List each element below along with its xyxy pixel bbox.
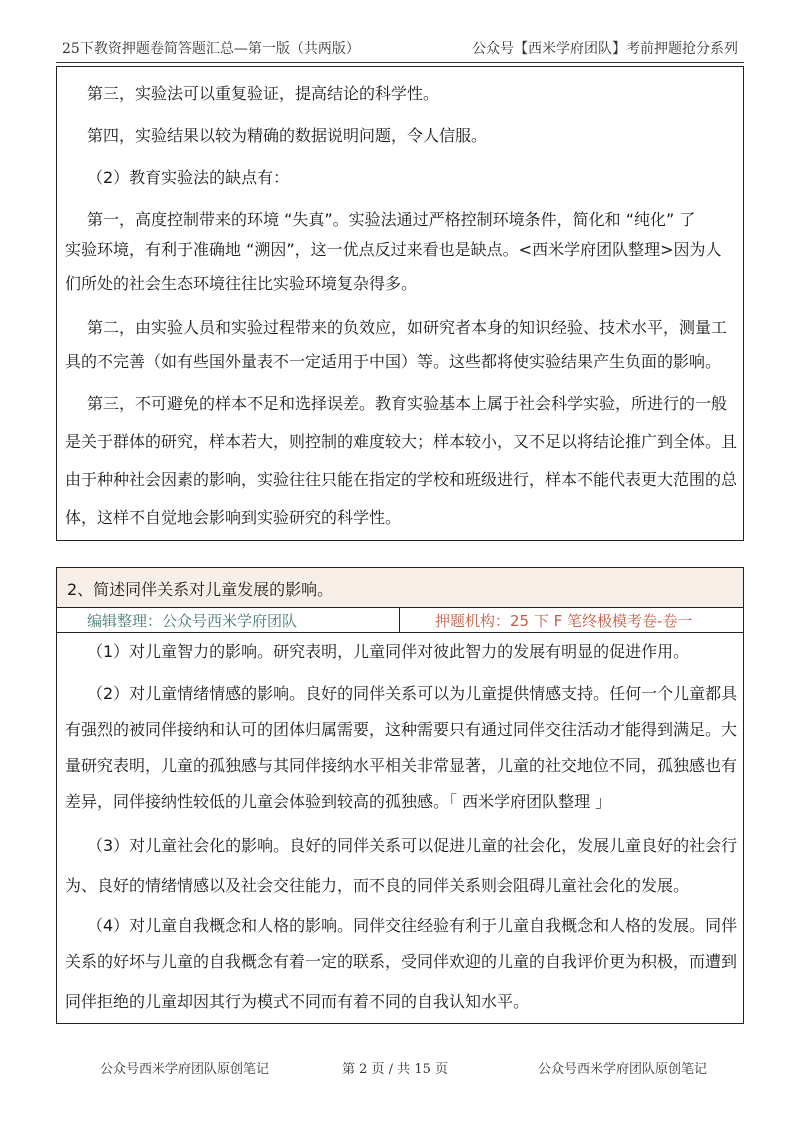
page-number: 第 2 页 / 共 15 页 [342,1062,448,1077]
answer-box-1 [56,66,744,541]
meta-row [57,608,743,633]
editor-credit: 编辑整理：公众号西米学府团队 [87,612,298,630]
question-box-2 [56,567,744,1024]
text-line: 具的不完善（如有些国外量表不一定适用于中国）等。这些都将使实验结果产生负面的影响。 [65,352,722,371]
text-line: 体，这样不自觉地会影响到实验研究的科学性。 [65,508,402,527]
text-line: 第二，由实验人员和实验过程带来的负效应，如研究者本身的知识经验、技术水平，测量工 [87,318,728,337]
text-line: （3）对儿童社会化的影响。良好的同伴关系可以促进儿童的社会化，发展儿童良好的社会行 [87,836,738,855]
text-line: 第一，高度控制带来的环境 “失真”。实验法通过严格控制环境条件，简化和 “纯化” 了 [87,210,696,229]
text-line: 差异，同伴接纳性较低的儿童会体验到较高的孤独感。「 西米学府团队整理 」 [65,792,612,811]
header-left-title: 25下教资押题卷简答题汇总—第一版（共两版） [62,41,360,57]
source-credit: 押题机构：25 下 F 笔终极模考卷-卷一 [435,612,693,630]
text-line: 第三，不可避免的样本不足和选择误差。教育实验基本上属于社会科学实验，所进行的一般 [87,394,728,413]
text-line: （2）对儿童情绪情感的影响。良好的同伴关系可以为儿童提供情感支持。任何一个儿童都具 [87,684,738,703]
text-line: 第四，实验结果以较为精确的数据说明问题，令人信服。 [87,126,488,145]
text-line: 有强烈的被同伴接纳和认可的团体归属需要，这种需要只有通过同伴交往活动才能得到满足。大 [65,720,738,739]
text-line: （1）对儿童智力的影响。研究表明，儿童同伴对彼此智力的发展有明显的促进作用。 [87,642,690,661]
text-line: （2）教育实验法的缺点有： [87,168,290,187]
footer-right: 公众号西米学府团队原创笔记 [538,1062,708,1077]
question-heading [57,568,743,608]
text-line: 由于种种社会因素的影响，实验往往只能在指定的学校和班级进行，样本不能代表更大范围的总 [65,470,738,489]
text-line: 们所处的社会生态环境往往比实验环境复杂得多。 [65,274,418,293]
text-line: 第三，实验法可以重复验证，提高结论的科学性。 [87,84,440,103]
text-line: 实验环境，有利于准确地 “溯因”，这一优点反过来看也是缺点。<西米学府团队整理>因为人 [65,240,722,259]
text-line: 是关于群体的研究，样本若大，则控制的难度较大；样本较小，又不足以将结论推广到全体。且 [65,432,738,451]
text-line: 为、良好的情绪情感以及社会交往能力，而不良的同伴关系则会阻碍儿童社会化的发展。 [65,876,690,895]
question-title: 2、简述同伴关系对儿童发展的影响。 [67,580,334,599]
footer-left: 公众号西米学府团队原创笔记 [100,1062,270,1077]
text-line: 关系的好坏与儿童的自我概念有着一定的联系，受同伴欢迎的儿童的自我评价更为积极，而遭到 [65,952,738,971]
text-line: 量研究表明，儿童的孤独感与其同伴接纳水平相关非常显著，儿童的社交地位不同，孤独感也有 [65,756,738,775]
text-line: （4）对儿童自我概念和人格的影响。同伴交往经验有利于儿童自我概念和人格的发展。同伴 [87,916,738,935]
text-line: 同伴拒绝的儿童却因其行为模式不同而有着不同的自我认知水平。 [65,992,530,1011]
header-right-title: 公众号【西米学府团队】考前押题抢分系列 [472,41,738,57]
page-header [56,38,744,63]
editor-cell [57,608,400,632]
